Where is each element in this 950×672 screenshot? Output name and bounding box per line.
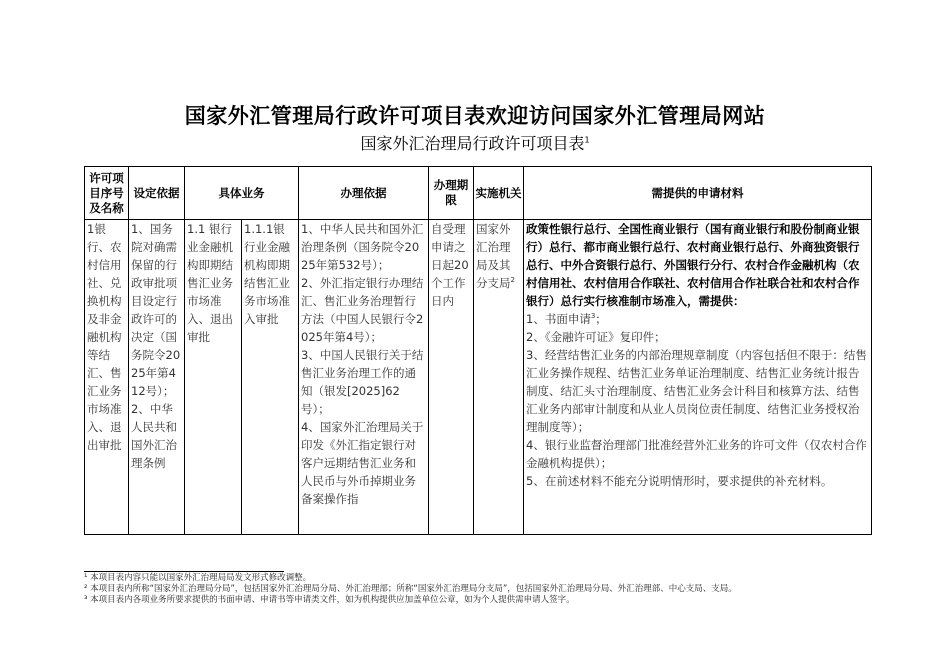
header-business: 具体业务 xyxy=(185,167,299,220)
cell-authority xyxy=(474,220,524,535)
cell-business-l1: 1.1 银行业金融机构即期结售汇业务市场准入、退出审批 xyxy=(185,220,242,535)
handling-item: 4、国家外汇治理局关于印发《外汇指定银行对客户远期结售汇业务和人民币与外币掉期业务备案操作指 xyxy=(301,420,424,506)
cell-item-no: 1银行、农村信用社、兑换机构及非金融机构等结汇、售汇业务市场准入、退出审批 xyxy=(85,220,129,535)
cell-business-l2: 1.1.1银行业金融机构即期结售汇业务市场准入审批 xyxy=(242,220,299,535)
header-basis: 设定依据 xyxy=(129,167,185,220)
materials-intro: 政策性银行总行、全国性商业银行（国有商业银行和股份制商业银行）总行、都市商业银行总行、农村商业银行总行、外商独资银行总行、中外合资银行总行、外国银行分行、农村合作金融机构（农村信用社、农村信用合作联社、农村信用合作社联合社和农村合作银行）总行实行核准制市场准入，需提供： xyxy=(526,222,860,308)
materials-item xyxy=(526,310,869,328)
materials-item: 5、在前述材料不能充分说明情形时，要求提供的补充材料。 xyxy=(526,474,833,488)
page-subtitle xyxy=(0,131,950,154)
authority-text: 国家外汇治理局及其分支局 xyxy=(476,222,511,290)
header-authority: 实施机关 xyxy=(474,167,524,220)
table-header-row xyxy=(85,167,872,220)
footnote-divider xyxy=(84,571,284,572)
basis-item: 2、中华人民共和国外汇治理条例 xyxy=(131,402,177,470)
materials-item-text: 1、书面申请 xyxy=(526,312,591,326)
materials-footnote-ref: 3 xyxy=(590,312,596,321)
handling-item: 3、中国人民银行关于结售汇业务治理工作的通知（银发[2025]62号）； xyxy=(301,348,424,416)
footnote-item: ³ 本项目表内各项业务所要求提供的书面申请、申请书等申请类文件，如为机构提供应加盖单位公章，如为个人提供需申请人签字。 xyxy=(84,595,575,605)
footnote-item: ² 本项目表内所称“国家外汇治理局分局”，包括国家外汇治理局分局、外汇治理部；所称“国家外汇治理局分支局”，包括国家外汇治理局分局、外汇治理部、中心支局、支局。 xyxy=(84,584,737,594)
permit-table xyxy=(84,166,872,535)
cell-basis xyxy=(129,220,185,535)
footnotes xyxy=(84,573,884,606)
handling-item: 1、中华人民共和国外汇治理条例（国务院令2025年第532号）； xyxy=(301,222,424,272)
footnote-item: ¹ 本项目表内容只能以国家外汇治理局局发文形式修改调整。 xyxy=(84,573,312,583)
handling-item: 2、外汇指定银行办理结汇、售汇业务治理暂行方法（中国人民银行令2025年第4号）； xyxy=(301,276,424,344)
basis-item: 1、国务院对确需保留的行政审批项目设定行政许可的决定（国务院令2025年第412号）； xyxy=(131,222,181,398)
materials-item: 2、《金融许可证》复印件； xyxy=(526,330,666,344)
authority-footnote-ref: 2 xyxy=(510,276,515,285)
subtitle-footnote-ref: 1 xyxy=(584,135,590,145)
materials-item: 3、经营结售汇业务的内部治理规章制度（内容包括但不限于：结售汇业务操作规程、结售汇业务单证治理制度、结售汇业务统计报告制度、结汇头寸治理制度、结售汇业务会计科目和核算方法、结售汇业务内部审计制度和从业人员岗位责任制度、结售汇业务授权治理制度等）； xyxy=(526,348,867,434)
header-materials: 需提供的申请材料 xyxy=(524,167,872,220)
materials-item-suffix: ； xyxy=(595,312,607,326)
header-item-no: 许可项目序号及名称 xyxy=(85,167,129,220)
page-title: 国家外汇管理局行政许可项目表欢迎访问国家外汇管理局网站 xyxy=(184,104,766,128)
cell-period: 自受理申请之日起20个工作日内 xyxy=(429,220,474,535)
table-row xyxy=(85,220,872,535)
subtitle-text: 国家外汇治理局行政许可项目表 xyxy=(360,134,585,153)
cell-handling-basis xyxy=(299,220,429,535)
header-period: 办理期限 xyxy=(429,167,474,220)
materials-item: 4、银行业监督治理部门批准经营外汇业务的许可文件（仅农村合作金融机构提供）； xyxy=(526,438,867,470)
cell-materials xyxy=(524,220,872,535)
header-handling-basis: 办理依据 xyxy=(299,167,429,220)
